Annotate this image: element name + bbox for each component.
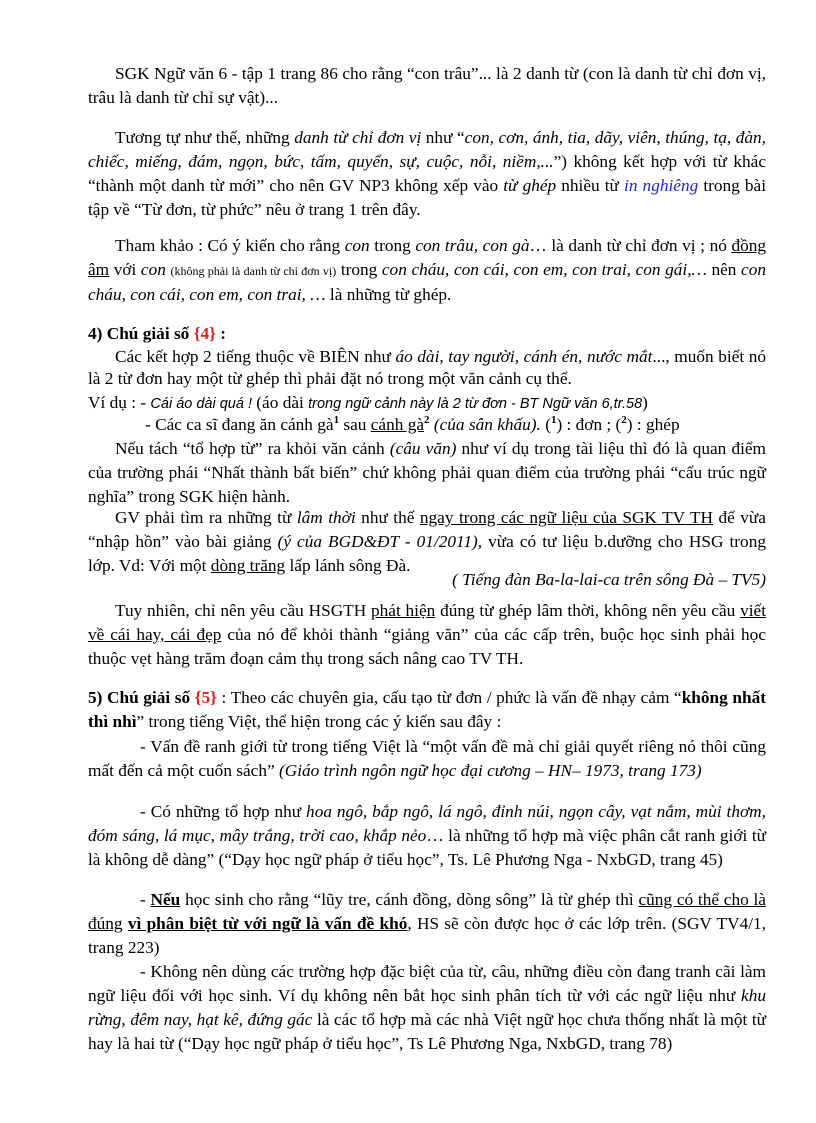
text: Nếu tách “tổ hợp từ” ra khỏi văn cảnh <box>115 439 390 458</box>
superscript: 1 <box>550 414 557 427</box>
heading-text: 4) Chú giải số <box>88 324 194 343</box>
text: sau <box>339 415 371 434</box>
bullet-4 <box>88 960 766 1056</box>
example-line-2 <box>88 414 766 436</box>
text: SGK Ngữ văn 6 - tập 1 trang 86 cho rằng “con trâu”... là 2 danh từ (con là danh từ chỉ đơn vị, trâu là danh từ chỉ sự vật)... <box>88 64 766 107</box>
text: cánh gà <box>370 415 425 434</box>
text: - Các ca sĩ đang ăn cánh gà <box>145 415 334 434</box>
text: : Theo các chuyên gia, cấu tạo từ đơn / phức là vấn đề nhạy cảm “ <box>216 688 682 707</box>
text: (không phải là danh từ chỉ đơn vị) <box>170 264 337 278</box>
paragraph-1 <box>88 62 766 110</box>
text: - Không nên dùng các trường hợp đặc biệt của từ, câu, những điều còn đang tranh cãi làm ngữ liệu đối với học sinh. Ví dụ không nên bắt học sinh phân tích từ với các ngữ liệu như <box>88 962 766 1005</box>
text: vì phân biệt từ với ngữ là vấn đề khó <box>127 914 408 933</box>
text: như thế <box>355 508 420 527</box>
text: dòng trăng <box>210 556 286 575</box>
note-number: {4} <box>193 324 216 343</box>
text: ”) không kết hợp với từ khác “thành một danh từ mới” cho nên GV NP3 không xếp vào <box>88 152 766 195</box>
text: Cái áo dài quá ! <box>150 396 252 412</box>
text: ) <box>642 393 648 412</box>
highlighted-term: in nghiêng <box>624 176 699 195</box>
text: đúng từ ghép lâm thời, không nên yêu cầu <box>435 601 741 620</box>
text: lấp lánh sông Đà. <box>285 556 411 575</box>
text: ngay trong các ngữ liệu của SGK TV TH <box>419 508 714 527</box>
section-4-para-4 <box>88 599 766 671</box>
text: GV phải tìm ra những từ <box>115 508 297 527</box>
text: con cháu, con cái, con em, con trai, … <box>88 260 766 304</box>
text: ) : đơn ; ( <box>556 415 622 434</box>
text: ( <box>540 415 551 434</box>
text: (câu văn) <box>389 439 457 458</box>
text: ) : ghép <box>626 415 680 434</box>
text: học sinh cho rằng “lũy tre, cánh đồng, dòng sông” là từ ghép thì <box>180 890 639 909</box>
text: từ ghép <box>503 176 557 195</box>
text: - <box>140 890 151 909</box>
section-5-intro <box>88 686 766 734</box>
text: danh từ chỉ đơn vị <box>294 128 422 147</box>
text: Tuy nhiên, chỉ nên yêu cầu HSGTH <box>115 601 371 620</box>
heading-text: : <box>215 324 226 343</box>
text: Các kết hợp 2 tiếng thuộc về BIÊN như <box>115 347 396 366</box>
bullet-1 <box>88 735 766 783</box>
text: viết về cái hay, cái đẹp <box>88 601 767 644</box>
text: (của sân khấu). <box>433 415 541 434</box>
text: con cháu, con cái, con em, con trai, con gái,… <box>381 260 707 279</box>
text: , vừa có tư liệu b.dưỡng cho HSG trong lớp. Vd: Với một <box>88 532 766 575</box>
text: ..., muốn biết nó là 2 từ đơn hay một từ ghép thì phải đặt nó trong một văn cảnh cụ thể. <box>88 347 766 388</box>
example-line-1 <box>88 392 766 415</box>
text: trong bài tập về “Từ đơn, từ phức” nêu ở trang 1 trên đây. <box>88 176 767 219</box>
bullet-2 <box>88 800 766 872</box>
paragraph-3 <box>88 234 766 307</box>
text: trong <box>336 260 382 279</box>
section-4-para-1 <box>88 346 766 390</box>
text: khu rừng, đêm nay, hạt kê, đứng gác <box>88 986 766 1029</box>
text: để vừa “nhập hồn” vào bài giảng <box>88 508 766 551</box>
heading-text: 5) Chú giải số <box>88 688 195 707</box>
citation-text: ( Tiếng đàn Ba-la-lai-ca trên sông Đà – TV5) <box>452 570 766 589</box>
text: lâm thời <box>296 508 356 527</box>
text: của nó để khỏi thành “giảng văn” của các cấp trên, buộc học sinh phải học thuộc vẹt hàng trăm đoạn cảm thụ trong sách nâng cao TV TH. <box>88 625 766 668</box>
text: (áo dài <box>251 393 309 412</box>
text: - Có những tổ hợp như <box>140 802 307 821</box>
note-number: {5} <box>194 688 217 707</box>
text: không nhất thì nhì <box>88 688 766 731</box>
text: với <box>109 260 141 279</box>
text: con, cơn, ánh, tia, dãy, viên, thúng, tạ, đàn, chiếc, miếng, đám, ngọn, bức, tấm, quyển, sự, cuộc, nỗi, niềm,... <box>88 128 766 171</box>
text: (ý của BGD&ĐT - 01/2011) <box>277 532 478 551</box>
text: áo dài, tay người, cánh én, nước mắt <box>395 347 653 366</box>
text: hoa ngô, bắp ngô, lá ngô, đỉnh núi, ngọn cây, vạt nắm, mùi thơm, đóm sáng, lá mục, mây trắng, trời cao, khắp nẻo <box>88 802 766 845</box>
text: trong ngữ cảnh này là 2 từ đơn - BT Ngữ văn 6,tr.58 <box>308 396 643 412</box>
text: Nếu <box>150 890 181 909</box>
text: - Vấn đề ranh giới từ trong tiếng Việt là “một vấn đề mà chỉ giải quyết riêng nó thôi cũng mất đến cả một cuốn sách” <box>88 737 766 780</box>
superscript: 2 <box>424 414 430 427</box>
text: Tham khảo : Có ý kiến cho rằng <box>115 236 345 255</box>
text: trong <box>369 236 416 255</box>
text: là các tổ hợp mà các nhà Việt ngữ học chưa thống nhất là một từ hay là hai từ (“Dạy học ngữ pháp ở tiểu học”, Ts Lê Phương Nga, NxbGD, trang 78) <box>88 1010 767 1053</box>
text: ” trong tiếng Việt, thể hiện trong các ý kiến sau đây : <box>136 712 502 731</box>
citation <box>88 568 774 592</box>
text: con trâu, con gà <box>415 236 530 255</box>
text: nhiều từ <box>556 176 625 195</box>
text: , HS sẽ còn được học ở các lớp trên. (SGV TV4/1, trang 223) <box>88 914 766 957</box>
section-4-heading <box>88 322 766 346</box>
text: con <box>140 260 166 279</box>
text: như “ <box>421 128 465 147</box>
text: … là những tổ hợp mà việc phân cắt ranh giới từ là không dễ dàng” (“Dạy học ngữ pháp ở tiểu học”, Ts. Lê Phương Nga - NxbGD, trang 45) <box>88 826 767 869</box>
text: cũng có thể cho là đúng <box>88 890 766 933</box>
text: (Giáo trình ngôn ngữ học đại cương – HN– 1973, trang 173) <box>278 761 702 780</box>
text: đồng âm <box>88 236 767 279</box>
text: Tương tự như thế, những <box>115 128 295 147</box>
bullet-3 <box>88 888 766 960</box>
text: như ví dụ trong tài liệu thì đó là quan điểm của trường phái “Nhất thành bất biến” chứ không phải quan điểm của trường phái “cấu trúc ngữ nghĩa” trong SGK hiện hành. <box>88 439 766 506</box>
text: nên <box>706 260 742 279</box>
text: là những từ ghép. <box>325 285 452 304</box>
text: … là danh từ chỉ đơn vị ; nó <box>529 236 732 255</box>
text: phát hiện <box>371 601 436 620</box>
superscript: 2 <box>621 414 627 427</box>
superscript: 1 <box>333 414 340 427</box>
text: Ví dụ : - <box>88 393 151 412</box>
paragraph-2 <box>88 126 766 222</box>
text: con <box>344 236 370 255</box>
section-4-para-2 <box>88 437 766 509</box>
